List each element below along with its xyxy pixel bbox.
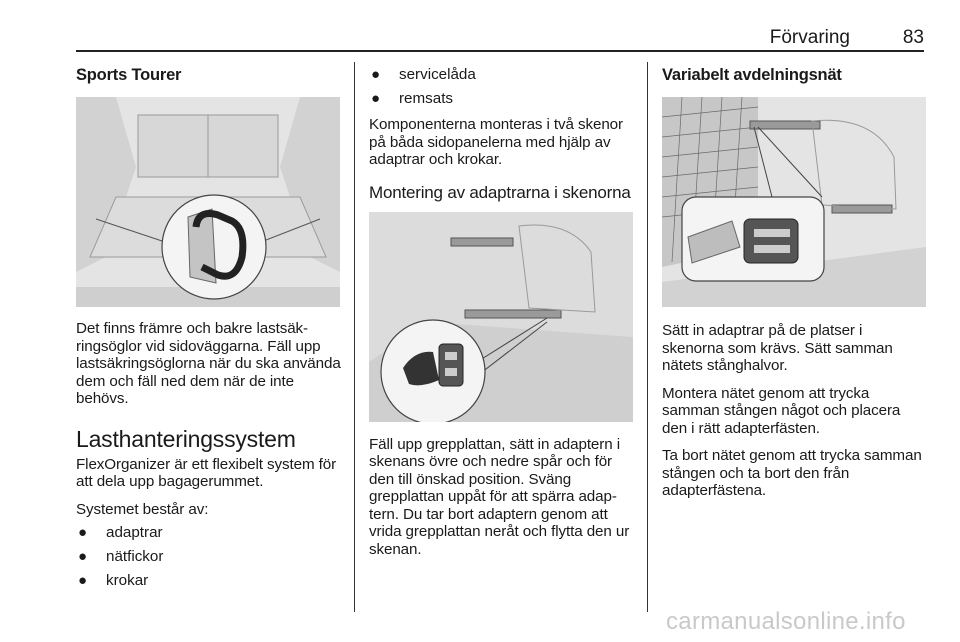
list-item: ● nätfickor — [78, 548, 164, 565]
adapter-instructions-paragraph: Fäll upp grepplattan, sätt in adaptern i skenans övre och nedre spår och för den till önskad position. Sväng grepplattan uppåt för att spärra adap-tern. Du tar bort adaptern genom att vrida grepplattan neråt och flytta den ur skenan. — [369, 435, 630, 558]
bullet-icon: ● — [78, 572, 88, 589]
partition-net-illustration — [662, 97, 926, 307]
column-3 — [662, 60, 928, 500]
page-number: 83 — [902, 27, 924, 48]
bullet-icon: ● — [371, 66, 381, 83]
cargo-eyelet-illustration — [76, 97, 340, 307]
column-2 — [369, 60, 635, 558]
list-item: ● krokar — [78, 572, 149, 589]
column-1 — [76, 60, 342, 596]
component-list — [76, 524, 342, 596]
flexorganizer-paragraph: FlexOrganizer är ett flexibelt system för att dela upp bagagerummet. — [76, 455, 337, 490]
mounting-paragraph: Komponenterna monteras i två skenor på båda sidopanelerna med hjälp av adaptrar och krokar. — [369, 116, 623, 168]
header-rule — [76, 50, 924, 52]
column-divider — [354, 62, 355, 612]
component-list-continued — [369, 66, 635, 114]
mount-net-paragraph: Montera nätet genom att trycka samman stången något och placera den i rätt adapterfästen. — [662, 384, 901, 437]
watermark: carmanualsonline.info — [666, 608, 906, 635]
bullet-icon: ● — [371, 90, 381, 107]
remove-net-paragraph: Ta bort nätet genom att trycka samman stången och ta bort den från adapterfästena. — [662, 447, 922, 499]
running-header-title: Förvaring — [769, 27, 850, 48]
list-item: ● servicelåda — [371, 66, 476, 83]
system-consists-paragraph: Systemet består av: — [76, 500, 209, 518]
eyelets-paragraph: Det finns främre och bakre lastsäk-ringsöglor vid sidoväggarna. Fäll upp lastsäkringsöglorna när du ska använda dem och fäll ned dem när de inte behövs. — [76, 320, 341, 407]
section-heading-partition-net: Variabelt avdelningsnät — [662, 66, 842, 84]
column-divider — [647, 62, 648, 612]
list-item: ● remsats — [371, 90, 454, 107]
bullet-icon: ● — [78, 548, 88, 565]
adapter-rail-illustration — [369, 212, 633, 422]
insert-adapters-paragraph: Sätt in adaptrar på de platser i skenorna som krävs. Sätt samman nätets stånghalvor. — [662, 322, 893, 374]
section-heading-load-system: Lasthanteringssystem — [76, 425, 296, 452]
list-item: ● adaptrar — [78, 524, 163, 541]
section-heading-sports-tourer: Sports Tourer — [76, 66, 182, 84]
subheading-adapter-mounting: Montering av adaptrarna i skenorna — [369, 182, 631, 202]
bullet-icon: ● — [78, 524, 88, 541]
